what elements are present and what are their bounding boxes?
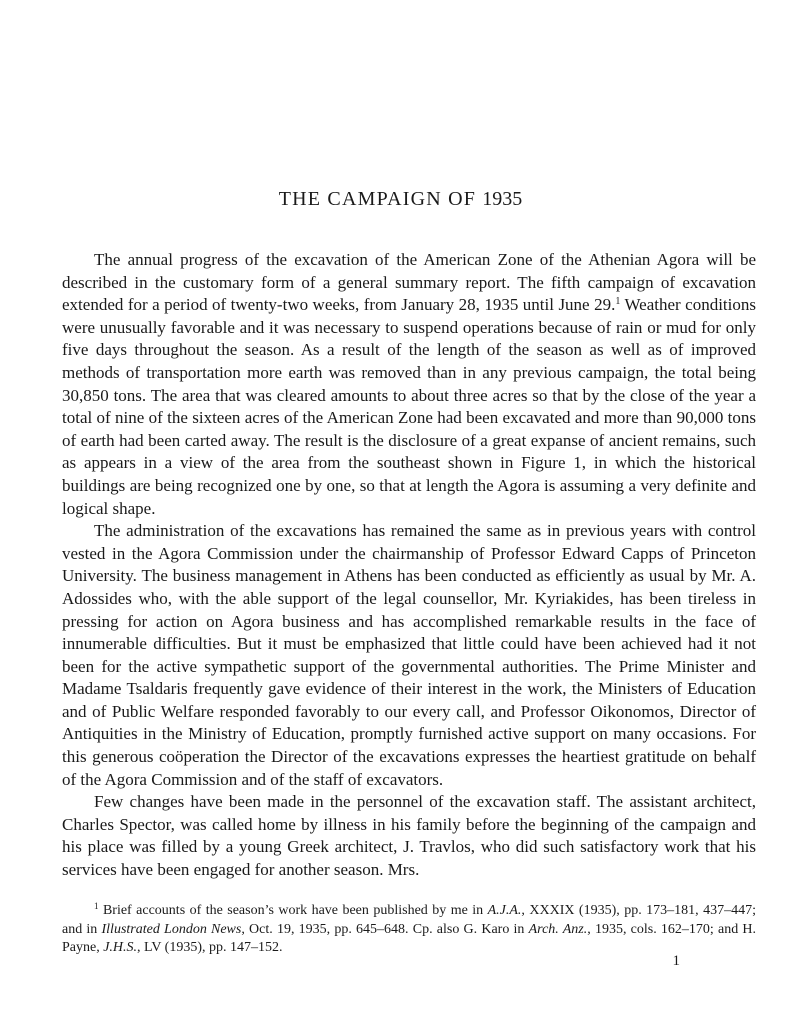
- footnote-1: [62, 902, 756, 958]
- footnote-citation-arch-anz: Arch. Anz.: [528, 921, 588, 937]
- footnote-citation-jhs: J.H.S.: [103, 940, 138, 955]
- paragraph-1: [62, 249, 756, 520]
- title-year: 1935: [482, 188, 523, 210]
- body-text: [62, 249, 756, 882]
- footnotes: [62, 902, 756, 958]
- footnote-citation-aja: A.J.A.: [487, 903, 522, 918]
- footnote-reference: 1: [615, 296, 621, 308]
- page-number: 1: [672, 953, 680, 969]
- title-text: THE CAMPAIGN OF: [278, 188, 477, 210]
- paragraph-3: Few changes have been made in the personnel of the excavation staff. The assistant architect, Charles Spector, was called home by illness in his family before the beginning of the campaign and his place was filled by a young Greek architect, J. Travlos, who did such satisfactory work that his services have been engaged for another season. Mrs.: [62, 792, 756, 880]
- page-title: [0, 188, 801, 211]
- footnote-citation-iln: Illustrated London News: [101, 921, 242, 937]
- footnote-text-5: , LV (1935), pp. 147–152.: [137, 940, 283, 955]
- paragraph-2: The administration of the excavations has remained the same as in previous years with control vested in the Agora Commission under the chairmanship of Professor Edward Capps of Princeton University. The business management in Athens has been conducted as efficiently as usual by Mr. A. Adossides who, with the able support of the legal counsellor, Mr. Kyriakides, has been tireless in pressing for action on Agora business and has accomplished remarkable results in the face of innumerable difficulties. But it must be emphasized that little could have been achieved had it not been for the active sympathetic support of the governmental authorities. The Prime Minister and Madame Tsaldaris frequently gave evidence of their interest in the work, the Ministers of Education and of Public Welfare responded favorably to our every call, and Professor Oikonomos, Director of Antiquities in the Ministry of Education, promptly furnished active support on many occasions. For this generous coöperation the Director of the excavations expresses the heartiest gratitude on behalf of the Agora Commission and of the staff of excavators.: [62, 521, 756, 789]
- paragraph-1-text: The annual progress of the excavation of the American Zone of the Athenian Agora will be described in the customary form of a general summary report. The fifth campaign of excavation extended for a period of twenty-two weeks, from January 28, 1935 until June 29.: [62, 250, 756, 315]
- footnote-mark: 1: [94, 901, 99, 911]
- footnote-text-2: , XXXIX (1935), pp. 173–181, 437–447; and in: [62, 903, 756, 937]
- footnote-text-4: , 1935, cols. 162–170; and H. Payne,: [62, 921, 756, 955]
- footnote-text-1: Brief accounts of the season’s work have been published by me in: [98, 903, 488, 918]
- footnote-text-3: , Oct. 19, 1935, pp. 645–648. Cp. also G. Karo in: [241, 921, 529, 937]
- paragraph-1-continuation: Weather conditions were unusually favorable and it was necessary to suspend operations because of rain or mud for only five days throughout the season. As a result of the length of the season as well as of improved methods of transportation more earth was removed than in any previous campaign, the total being 30,850 tons. The area that was cleared amounts to about three acres so that by the close of the year a total of nine of the sixteen acres of the American Zone had been excavated and more than 90,000 tons of earth had been carted away. The result is the disclosure of a great expanse of ancient remains, such as appears in a view of the area from the southeast shown in Figure 1, in which the historical buildings are being recognized one by one, so that at length the Agora is assuming a very definite and logical shape.: [62, 295, 756, 518]
